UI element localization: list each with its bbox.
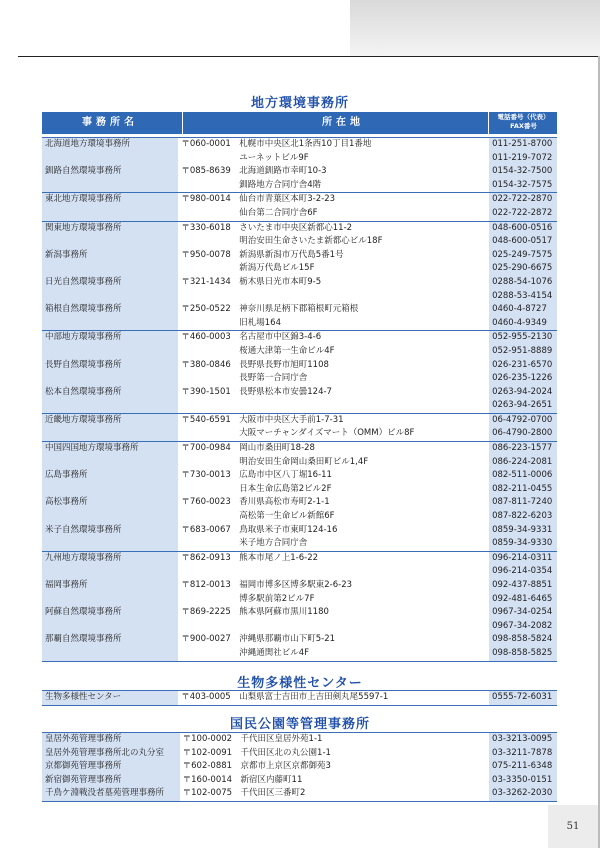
phone-number: 086-223-1577	[489, 442, 557, 456]
postal-code: 〒250-0522	[181, 304, 231, 315]
phone-number: 092-437-8851	[489, 579, 557, 593]
office-name: 福岡事務所	[42, 579, 178, 593]
section-title-biodiversity: 生物多様性センター	[237, 676, 363, 691]
office-name	[42, 207, 178, 221]
office-name: 京都御苑管理事務所	[42, 760, 180, 774]
table-row	[42, 551, 557, 565]
page-corner-tab	[350, 0, 600, 56]
office-name: 生物多様性センター	[42, 691, 178, 706]
office-name	[42, 290, 178, 304]
phone-number: 0859-34-9330	[489, 537, 557, 551]
phone-number: 0460-4-9349	[489, 317, 557, 331]
address: ユーネットビル9F	[239, 152, 309, 163]
address: 旧札場164	[239, 317, 281, 328]
table-row	[42, 427, 557, 441]
address: 札幌市中央区北1条西10丁目1番地	[236, 138, 489, 152]
phone-number: 0967-34-2082	[489, 620, 557, 634]
office-name	[42, 345, 178, 359]
office-name: 米子自然環境事務所	[42, 524, 178, 538]
table-row	[42, 331, 557, 345]
address: 米子地方合同庁舎	[239, 538, 308, 549]
office-name	[42, 456, 178, 470]
address	[236, 565, 489, 579]
postal-code	[178, 152, 236, 166]
address: 新宿区内藤町11	[240, 774, 303, 785]
office-name	[42, 317, 178, 331]
postal-code	[178, 207, 236, 221]
address: 京都市上京区京都御苑3	[240, 761, 331, 772]
postal-code: 〒330-6018	[178, 221, 236, 235]
address: 千代田区北の丸公園1-1	[240, 747, 331, 758]
phone-number: 0263-94-2651	[489, 399, 557, 413]
office-name: 東北地方環境事務所	[42, 193, 178, 207]
table-row	[42, 537, 557, 551]
office-name	[42, 427, 178, 441]
table-row	[42, 579, 557, 593]
address: 長野第一合同庁舎	[239, 373, 308, 384]
postal-code	[178, 372, 236, 386]
postal-code: 〒980-0014	[178, 193, 236, 207]
address: 広島市中区八丁堀16-11	[239, 470, 332, 481]
phone-number: 082-211-0455	[489, 483, 557, 497]
address: 長野県松本市安曇124-7	[239, 386, 332, 397]
table-row	[42, 747, 557, 761]
postal-code: 〒602-0881	[182, 761, 233, 772]
office-name: 近畿地方環境事務所	[42, 413, 178, 427]
address: 神奈川県足柄下郡箱根町元箱根	[239, 304, 359, 315]
office-name: 関東地方環境事務所	[42, 221, 178, 235]
header-name: 事務所名	[82, 117, 138, 128]
address: 明治安田生命さいたま新都心ビル18F	[239, 236, 383, 247]
address: 桜通大津第一生命ビル4F	[239, 345, 335, 356]
postal-code: 〒540-6591	[178, 413, 236, 427]
header-tel-line2: FAX番号	[510, 122, 537, 130]
address: 千代田区皇居外苑1-1	[238, 733, 489, 747]
phone-number: 026-235-1226	[489, 372, 557, 386]
phone-number: 026-231-6570	[489, 359, 557, 373]
address: 仙台市青葉区本町3-2-23	[236, 193, 489, 207]
table-row	[42, 733, 557, 747]
phone-number: 03-3213-0095	[489, 733, 557, 747]
section-title-regional: 地方環境事務所	[250, 96, 349, 111]
header-tel-line1: 電話番号（代表）	[497, 113, 550, 121]
phone-number: 098-858-5825	[489, 647, 557, 661]
phone-number: 03-3211-7878	[489, 747, 557, 761]
table-row	[42, 524, 557, 538]
office-name	[42, 399, 178, 413]
header-divider	[488, 112, 489, 134]
office-name: 北海道地方環境事務所	[42, 138, 178, 152]
office-name: 松本自然環境事務所	[42, 386, 178, 400]
header-tel	[490, 113, 557, 131]
postal-code	[178, 262, 236, 276]
table-row	[42, 221, 557, 235]
table-row	[42, 760, 557, 774]
office-name	[42, 152, 178, 166]
phone-number: 022-722-2872	[489, 207, 557, 221]
header-divider	[182, 112, 183, 134]
office-name	[42, 593, 178, 607]
postal-code: 〒812-0013	[181, 580, 231, 590]
phone-number: 06-4790-2800	[489, 427, 557, 441]
address: 沖縄県那覇市山下町5-21	[239, 634, 336, 645]
postal-code	[178, 345, 236, 359]
postal-code	[178, 456, 236, 470]
section-title-parks: 国民公園等管理事務所	[229, 717, 370, 732]
postal-code	[178, 179, 236, 193]
address	[236, 399, 489, 413]
office-name	[42, 565, 178, 579]
table-row	[42, 235, 557, 249]
postal-code: 〒403-0005	[178, 691, 236, 706]
postal-code	[178, 399, 236, 413]
top-rule	[18, 56, 600, 57]
postal-code: 〒460-0003	[178, 331, 236, 345]
office-name: 日光自然環境事務所	[42, 276, 178, 290]
postal-code: 〒869-2225	[181, 607, 231, 618]
office-name: 九州地方環境事務所	[42, 551, 178, 565]
table-row	[42, 207, 557, 221]
table-row	[42, 138, 557, 152]
phone-number: 0288-53-4154	[489, 290, 557, 304]
phone-number: 0460-4-8727	[489, 303, 557, 317]
table-row	[42, 483, 557, 497]
table-row	[42, 593, 557, 607]
office-name	[42, 372, 178, 386]
office-name: 那覇自然環境事務所	[42, 633, 178, 647]
office-name: 広島事務所	[42, 469, 178, 483]
postal-code: 〒950-0078	[181, 249, 231, 260]
table-row	[42, 152, 557, 166]
postal-code: 〒683-0067	[181, 524, 231, 535]
phone-number: 087-822-6203	[489, 510, 557, 524]
table-row	[42, 345, 557, 359]
postal-code: 〒730-0013	[181, 470, 231, 481]
address: 大阪市中央区大手前1-7-31	[236, 413, 489, 427]
postal-code: 〒102-0075	[180, 787, 238, 801]
postal-code	[178, 537, 236, 551]
postal-code: 〒100-0002	[180, 733, 238, 747]
office-name: 中国四国地方環境事務所	[42, 442, 178, 456]
postal-code: 〒862-0913	[178, 551, 236, 565]
table-row	[42, 620, 557, 634]
postal-code: 〒102-0091	[182, 747, 233, 758]
office-name	[42, 262, 178, 276]
address: 熊本県阿蘇市黒川1180	[239, 607, 329, 618]
office-name	[42, 483, 178, 497]
table-row	[42, 193, 557, 207]
address: 沖縄通関社ビル4F	[236, 647, 489, 661]
office-name: 新宿御苑管理事務所	[42, 774, 180, 788]
phone-number: 052-951-8889	[489, 345, 557, 359]
phone-number: 092-481-6465	[489, 593, 557, 607]
table-row	[42, 774, 557, 788]
address: 熊本市尾ノ上1-6-22	[236, 551, 489, 565]
phone-number: 0263-94-2024	[489, 386, 557, 400]
address: 仙台第二合同庁舎6F	[239, 207, 318, 218]
table-row	[42, 633, 557, 647]
table-row	[42, 399, 557, 413]
postal-code	[178, 510, 236, 524]
table-row	[42, 386, 557, 400]
address: 北海道釧路市幸町10-3	[239, 166, 327, 177]
phone-number: 011-219-7072	[489, 152, 557, 166]
address: 釧路地方合同庁舎4階	[239, 179, 322, 190]
address: 岡山市桑田町18-28	[236, 442, 489, 456]
postal-code	[178, 317, 236, 331]
table-row	[42, 372, 557, 386]
table-row	[42, 276, 557, 290]
phone-number: 0555-72-6031	[489, 691, 557, 706]
table-row	[42, 442, 557, 456]
postal-code: 〒900-0027	[181, 634, 231, 645]
table-row	[42, 787, 557, 801]
phone-number: 06-4792-0700	[489, 413, 557, 427]
office-name	[42, 537, 178, 551]
address: 千代田区三番町2	[238, 787, 489, 801]
page-number: 51	[548, 805, 598, 848]
office-name: 新潟事務所	[42, 249, 178, 263]
postal-code	[178, 427, 236, 441]
phone-number: 03-3350-0151	[489, 774, 557, 788]
table-row	[42, 565, 557, 579]
phone-number: 075-211-6348	[489, 760, 557, 774]
postal-code: 〒060-0001	[178, 138, 236, 152]
address: 香川県高松市寿町2-1-1	[239, 497, 330, 508]
table-row	[42, 290, 557, 304]
table-header	[42, 112, 557, 134]
phone-number: 048-600-0516	[489, 221, 557, 235]
header-address: 所在地	[322, 117, 364, 128]
table-row	[42, 606, 557, 620]
office-name: 長野自然環境事務所	[42, 359, 178, 373]
office-name: 皇居外苑管理事務所北の丸分室	[42, 747, 180, 761]
office-name: 中部地方環境事務所	[42, 331, 178, 345]
table-row	[42, 303, 557, 317]
table-row	[42, 647, 557, 661]
office-name: 釧路自然環境事務所	[42, 165, 178, 179]
postal-code: 〒380-0846	[181, 359, 231, 370]
postal-code: 〒700-0984	[178, 442, 236, 456]
phone-number: 022-722-2870	[489, 193, 557, 207]
address: 福岡市博多区博多駅東2-6-23	[239, 580, 353, 590]
address: 山梨県富士吉田市上吉田剣丸尾5597-1	[236, 691, 489, 706]
phone-number: 048-600-0517	[489, 235, 557, 249]
postal-code	[178, 483, 236, 497]
office-name	[42, 510, 178, 524]
table-row	[42, 691, 557, 706]
postal-code	[178, 593, 236, 607]
office-name: 皇居外苑管理事務所	[42, 733, 180, 747]
parks-office-table	[42, 732, 557, 802]
table-row	[42, 496, 557, 510]
table-row	[42, 249, 557, 263]
address: 名古屋市中区錦3-4-6	[236, 331, 489, 345]
phone-number: 086-224-2081	[489, 456, 557, 470]
phone-number: 0967-34-0254	[489, 606, 557, 620]
office-name: 箱根自然環境事務所	[42, 303, 178, 317]
address	[236, 620, 489, 634]
phone-number: 011-251-8700	[489, 138, 557, 152]
phone-number: 0288-54-1076	[489, 276, 557, 290]
address: 高松第一生命ビル新館6F	[239, 511, 335, 522]
office-name: 千鳥ケ淵戦没者墓苑管理事務所	[42, 787, 180, 801]
postal-code: 〒085-8639	[181, 166, 231, 177]
phone-number: 0154-32-7575	[489, 179, 557, 193]
postal-code: 〒321-1434	[181, 276, 231, 287]
address: 新潟県新潟市万代島5番1号	[239, 249, 344, 260]
table-row	[42, 317, 557, 331]
phone-number: 052-955-2130	[489, 331, 557, 345]
postal-code	[178, 647, 236, 661]
address	[236, 290, 489, 304]
postal-code	[178, 565, 236, 579]
table-row	[42, 359, 557, 373]
office-name: 阿蘇自然環境事務所	[42, 606, 178, 620]
table-row	[42, 413, 557, 427]
phone-number: 096-214-0354	[489, 565, 557, 579]
regional-office-table	[42, 137, 557, 662]
address: 長野県長野市旭町1108	[239, 359, 329, 370]
phone-number: 087-811-7240	[489, 496, 557, 510]
office-name	[42, 647, 178, 661]
table-row	[42, 179, 557, 193]
table-row	[42, 510, 557, 524]
address: さいたま市中央区新都心11-2	[236, 221, 489, 235]
postal-code: 〒390-1501	[181, 386, 231, 397]
table-row	[42, 165, 557, 179]
biodiversity-table	[42, 690, 557, 706]
office-name	[42, 179, 178, 193]
postal-code: 〒760-0023	[181, 497, 231, 508]
address: 明治安田生命岡山桑田町ビル1,4F	[239, 456, 369, 467]
postal-code: 〒160-0014	[182, 774, 233, 785]
phone-number: 03-3262-2030	[489, 787, 557, 801]
address: 大阪マーチャンダイズマート（OMM）ビル8F	[239, 428, 415, 439]
address: 新潟万代島ビル15F	[239, 263, 315, 274]
phone-number: 025-249-7575	[489, 249, 557, 263]
postal-code	[178, 235, 236, 249]
postal-code	[178, 290, 236, 304]
table-row	[42, 456, 557, 470]
address: 日本生命広島第2ビル2F	[239, 483, 332, 494]
phone-number: 096-214-0311	[489, 551, 557, 565]
phone-number: 0154-32-7500	[489, 165, 557, 179]
phone-number: 0859-34-9331	[489, 524, 557, 538]
postal-code	[178, 620, 236, 634]
office-name	[42, 235, 178, 249]
office-name: 高松事務所	[42, 496, 178, 510]
table-row	[42, 262, 557, 276]
office-name	[42, 620, 178, 634]
address: 鳥取県米子市東町124-16	[239, 524, 338, 535]
phone-number: 098-858-5824	[489, 633, 557, 647]
address: 博多駅前第2ビル7F	[239, 593, 315, 604]
table-row	[42, 469, 557, 483]
address: 栃木県日光市本町9-5	[239, 276, 322, 287]
phone-number: 082-511-0006	[489, 469, 557, 483]
phone-number: 025-290-6675	[489, 262, 557, 276]
